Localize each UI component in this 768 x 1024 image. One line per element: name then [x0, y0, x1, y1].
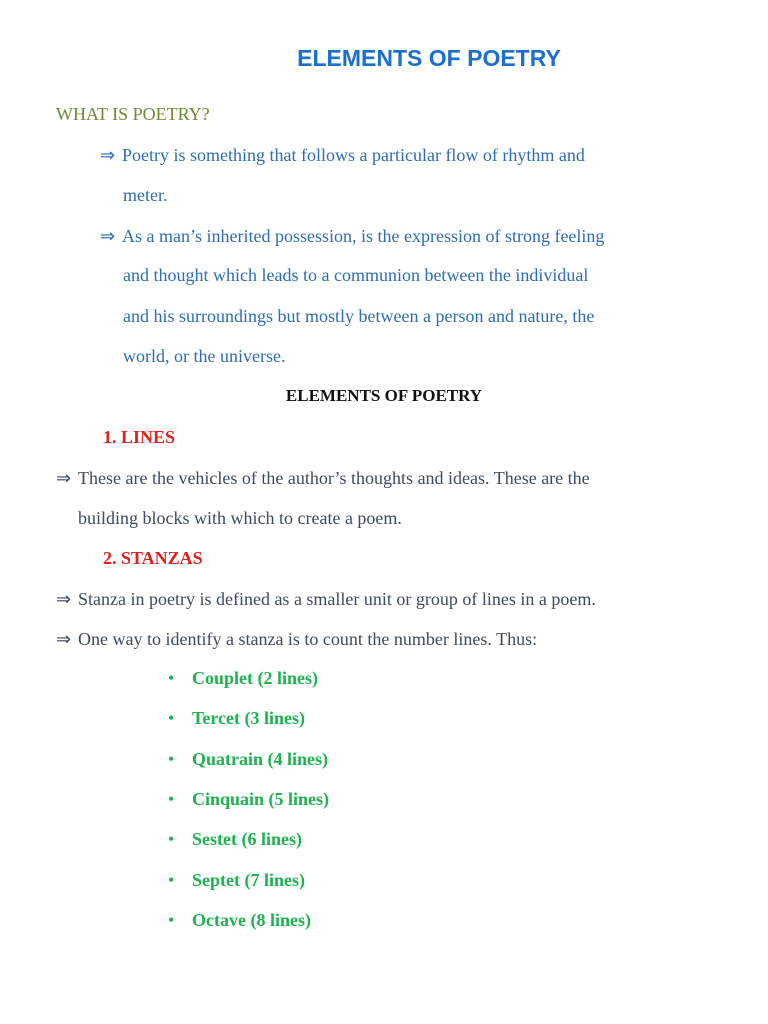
list-item — [168, 749, 328, 770]
bullet-icon: • — [168, 668, 175, 688]
list-item — [168, 870, 305, 891]
definition-1-line-1 — [100, 145, 585, 166]
list-item — [168, 668, 318, 689]
definition-2-line-3: and his surroundings but mostly between a person and nature, the — [123, 306, 595, 326]
what-is-poetry-heading: WHAT IS POETRY? — [56, 104, 210, 124]
bullet-icon: • — [168, 789, 175, 809]
lines-point-line-2: building blocks with which to create a poem. — [78, 508, 402, 528]
bullet-icon: • — [168, 708, 175, 728]
bullet-icon: • — [168, 829, 175, 849]
definition-2-line-2: and thought which leads to a communion between the individual — [123, 265, 589, 285]
document-title: ELEMENTS OF POETRY — [297, 45, 561, 71]
list-item-text: Tercet (3 lines) — [192, 708, 305, 728]
lines-point-line-1 — [56, 468, 590, 489]
definition-2-line-1 — [100, 226, 604, 247]
definition-1-line-2: meter. — [123, 185, 168, 205]
list-item-text: Quatrain (4 lines) — [192, 749, 329, 769]
list-item-text: Couplet (2 lines) — [192, 668, 318, 688]
arrow-icon: ⇒ — [100, 145, 116, 165]
list-item-text: Septet (7 lines) — [192, 870, 305, 890]
bullet-icon: • — [168, 749, 175, 769]
list-item-text: Cinquain (5 lines) — [192, 789, 330, 809]
stanzas-point-2 — [56, 629, 537, 650]
section-heading-lines: 1. LINES — [103, 427, 176, 447]
list-item — [168, 829, 302, 850]
point-text: Stanza in poetry is defined as a smaller unit or group of lines in a poem. — [78, 589, 596, 609]
arrow-icon: ⇒ — [56, 629, 72, 649]
stanzas-point-1 — [56, 589, 596, 610]
list-item — [168, 910, 311, 931]
arrow-icon: ⇒ — [56, 468, 72, 488]
point-text: One way to identify a stanza is to count the number lines. Thus: — [78, 629, 538, 649]
arrow-icon: ⇒ — [100, 226, 116, 246]
definition-text: As a man’s inherited possession, is the expression of strong feeling — [122, 226, 605, 246]
list-item-text: Sestet (6 lines) — [192, 829, 302, 849]
bullet-icon: • — [168, 870, 175, 890]
section-heading-stanzas: 2. STANZAS — [103, 548, 203, 568]
bullet-icon: • — [168, 910, 175, 930]
point-text: These are the vehicles of the author’s thoughts and ideas. These are the — [78, 468, 590, 488]
arrow-icon: ⇒ — [56, 589, 72, 609]
list-item — [168, 789, 329, 810]
elements-heading: ELEMENTS OF POETRY — [285, 386, 483, 405]
definition-2-line-4: world, or the universe. — [123, 346, 286, 366]
list-item-text: Octave (8 lines) — [192, 910, 311, 930]
definition-text: Poetry is something that follows a particular flow of rhythm and — [122, 145, 585, 165]
list-item — [168, 708, 305, 729]
